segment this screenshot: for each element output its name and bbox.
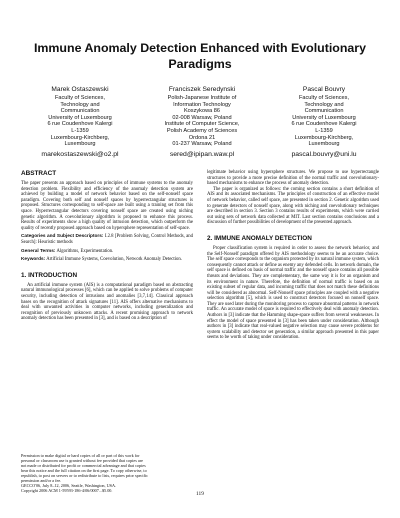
categories-label: Categories and Subject Descriptors:: [21, 234, 104, 240]
author-name: Pascal Bouvry: [302, 86, 346, 93]
copyright-notice: [21, 453, 193, 493]
affiliation-line: University of Luxembourg: [48, 114, 112, 121]
affiliation-line: Ordona 21: [188, 134, 216, 141]
introduction-text: [21, 283, 193, 322]
right-column: [207, 170, 379, 344]
affiliation-line: Koszykowa 86: [183, 108, 221, 115]
keywords-text: Artificial Immune Systems, Coevolution, Network Anomaly Detection.: [46, 257, 182, 263]
author-email[interactable]: marekostaszewski@o2.pl: [41, 150, 119, 158]
keywords: [21, 257, 193, 263]
affiliation-line: Polish Academy of Sciences: [166, 127, 238, 134]
general-terms-text: Algorithms, Experimentation.: [56, 248, 114, 254]
author-3: [264, 86, 384, 159]
affiliation-line: Luxembourg: [64, 141, 96, 148]
copyright-line: personal or classroom use is granted without fee provided that copies are: [21, 458, 143, 463]
copyright-line: GECCO'06, July 8–12, 2006, Seattle, Washington, USA.: [21, 483, 117, 488]
affiliation-line: 02-008 Warsaw, Poland: [172, 114, 232, 121]
intro-continued-paragraph: legitimate behavior using hypersphere structures. We propose to use hyperrectangle structures to provide a more precise definition of the normal traffic and coevolutionary-based mechanisms to enhance the process of anomaly detection.: [207, 170, 379, 187]
general-terms-label: General Terms:: [21, 248, 56, 254]
affiliation-line: Polish-Japanese Institute of: [167, 95, 237, 101]
author-name: Marek Ostaszewski: [51, 86, 109, 93]
affiliation-line: Luxembourg-Kirchberg,: [50, 134, 110, 141]
author-email[interactable]: pascal.bouvry@uni.lu: [291, 150, 357, 158]
affiliation-line: Information Technology: [173, 101, 231, 108]
affiliation-line: Technology and: [304, 101, 344, 108]
general-terms: [21, 249, 193, 255]
affiliation-line: Communication: [60, 108, 100, 115]
paper-title: Immune Anomaly Detection Enhanced with Evolutionary Paradigms: [33, 41, 367, 71]
section-2-heading: 2. IMMUNE ANOMALY DETECTION: [207, 234, 312, 242]
left-column: [21, 170, 193, 325]
author-1: [20, 86, 140, 159]
copyright-line: permission and/or a fee.: [21, 478, 62, 483]
affiliation-line: L-1359: [315, 127, 333, 134]
copyright-line: Permission to make digital or hard copies of all or part of this work for: [21, 453, 140, 458]
section-2-text: [207, 246, 379, 341]
affiliation-line: 01-237 Warsaw, Poland: [172, 141, 232, 148]
categories: [21, 234, 193, 245]
abstract-text: The paper presents an approach based on principles of immune systems to the anomaly detection problem. Flexibility and efficiency of the anomaly detection system are achieved by building a model of network behavior based on the self-nonself space paradigm. Covering both self and nonself spaces by hyperrectangular structures is proposed. Structures corresponding to self-space are built using a training set from this space. Hyperrectangular detectors covering nonself space are created using niching genetic algorithm. A coevolutionary algorithm is proposed to enhance this process. Results of experiments show a high quality of intrusion detection, which outperform the quality of recently proposed approach based on hypersphere representation of self-space.: [21, 181, 193, 231]
copyright-line: bear this notice and the full citation on the first page. To copy otherwise, to: [21, 468, 147, 473]
affiliation-line: L-1359: [71, 127, 89, 134]
categories-text: I.2.8 [Problem Solving, Control Methods, and Search]: Heuristic methods: [21, 234, 194, 245]
author-name: Franciszek Seredynski: [168, 86, 236, 93]
intro-continued: [207, 170, 379, 226]
author-2: [142, 86, 262, 159]
author-email[interactable]: sered@ipipan.waw.pl: [169, 150, 235, 158]
introduction-heading: 1. INTRODUCTION: [21, 271, 78, 279]
copyright-line: republish, to post on servers or to redistribute to lists, requires prior specific: [21, 473, 148, 478]
affiliation-line: Faculty of Sciences,: [54, 95, 106, 101]
page-number: 119: [196, 491, 204, 497]
affiliation-line: University of Luxembourg: [292, 114, 356, 121]
affiliation-line: Luxembourg-Kirchberg,: [294, 134, 354, 141]
intro-organization-paragraph: The paper is organized as follows: the coming section contains a short definition of AIS and its associated mechanisms. The principles of construction of an effective model of network behavior, called self space, are presented in section 2. Genetic algorithm used to generate detectors of nonself space, along with niching and coevolutionary techniques are described in section 3. Section 3 contains results of experiments, which were carried out using sets of network data collected at MIT. Last section contains conclusions and a discussion of further possibilities of development of the presented approach.: [207, 186, 379, 226]
section-2-paragraph: Proper classification system is required in order to assess the network behavior, and the Self-Nonself paradigm offered by AIS methodology seems to be an accurate choice. The self space corresponds to the organism protected by its natural immune system, which consequently cannot attack or define as enemy any defended cells. In network domain, the self space is defined on basis of normal traffic and the nonself space contains all possible threats and deviations. They are complementary, the same way it is for an organism and its environment in nature. Therefore, the definition of normal traffic is based on an existing subset of regular data, and incoming traffic that does not match these definitions will be considered as abnormal. Self-Nonself space principles are coupled with a negative selection algorithm [5], which is used to construct detectors focused on nonself space. They are used later during the monitoring process to capture abnormal patterns in network traffic. An accurate model of space is required to effectively deal with anomaly detection. Authors in [3] indicate that the Hamming shape-space suffers from several weaknesses. In effect the model of space presented in [3] has been taken under consideration. Although authors in [3] indicate that real-valued negative selection may cause severe problems for system scalability and detector set generation, a similar approach presented in this paper seems to be worth of taking under consideration.: [207, 245, 379, 341]
affiliation-line: 6 rue Coudenhove Kalergi: [47, 121, 113, 128]
affiliation-line: 6 rue Coudenhove Kalergi: [291, 121, 357, 128]
affiliation-line: Luxembourg: [308, 141, 340, 148]
copyright-line: Copyright 2006 ACM 1-59593-186-4/06/0007...$5.00.: [21, 488, 113, 493]
keywords-label: Keywords:: [21, 257, 46, 263]
abstract-heading: ABSTRACT: [21, 170, 57, 177]
affiliation-line: Faculty of Sciences,: [298, 95, 350, 101]
affiliation-line: Technology and: [60, 101, 100, 108]
copyright-line: not made or distributed for profit or commercial advantage and that copies: [21, 463, 146, 468]
affiliation-line: Institute of Computer Science,: [164, 121, 240, 128]
affiliation-line: Communication: [304, 108, 344, 115]
introduction-paragraph: An artificial immune system (AIS) is a computational paradigm based on abstracting natural immunological processes [6], which can be applied to solve problems of computer security, including detection of intrusions and anomalies [3,7,14]. Classical approach bases on the recognition of attack signatures [11]. AIS offers alternative mechanisms to deal with unwanted activities in computer networks, including generalization and recognition of previously unknown attacks. A recent promising approach to network anomaly detection has been presented in [3], and is based on a description of: [21, 282, 193, 322]
